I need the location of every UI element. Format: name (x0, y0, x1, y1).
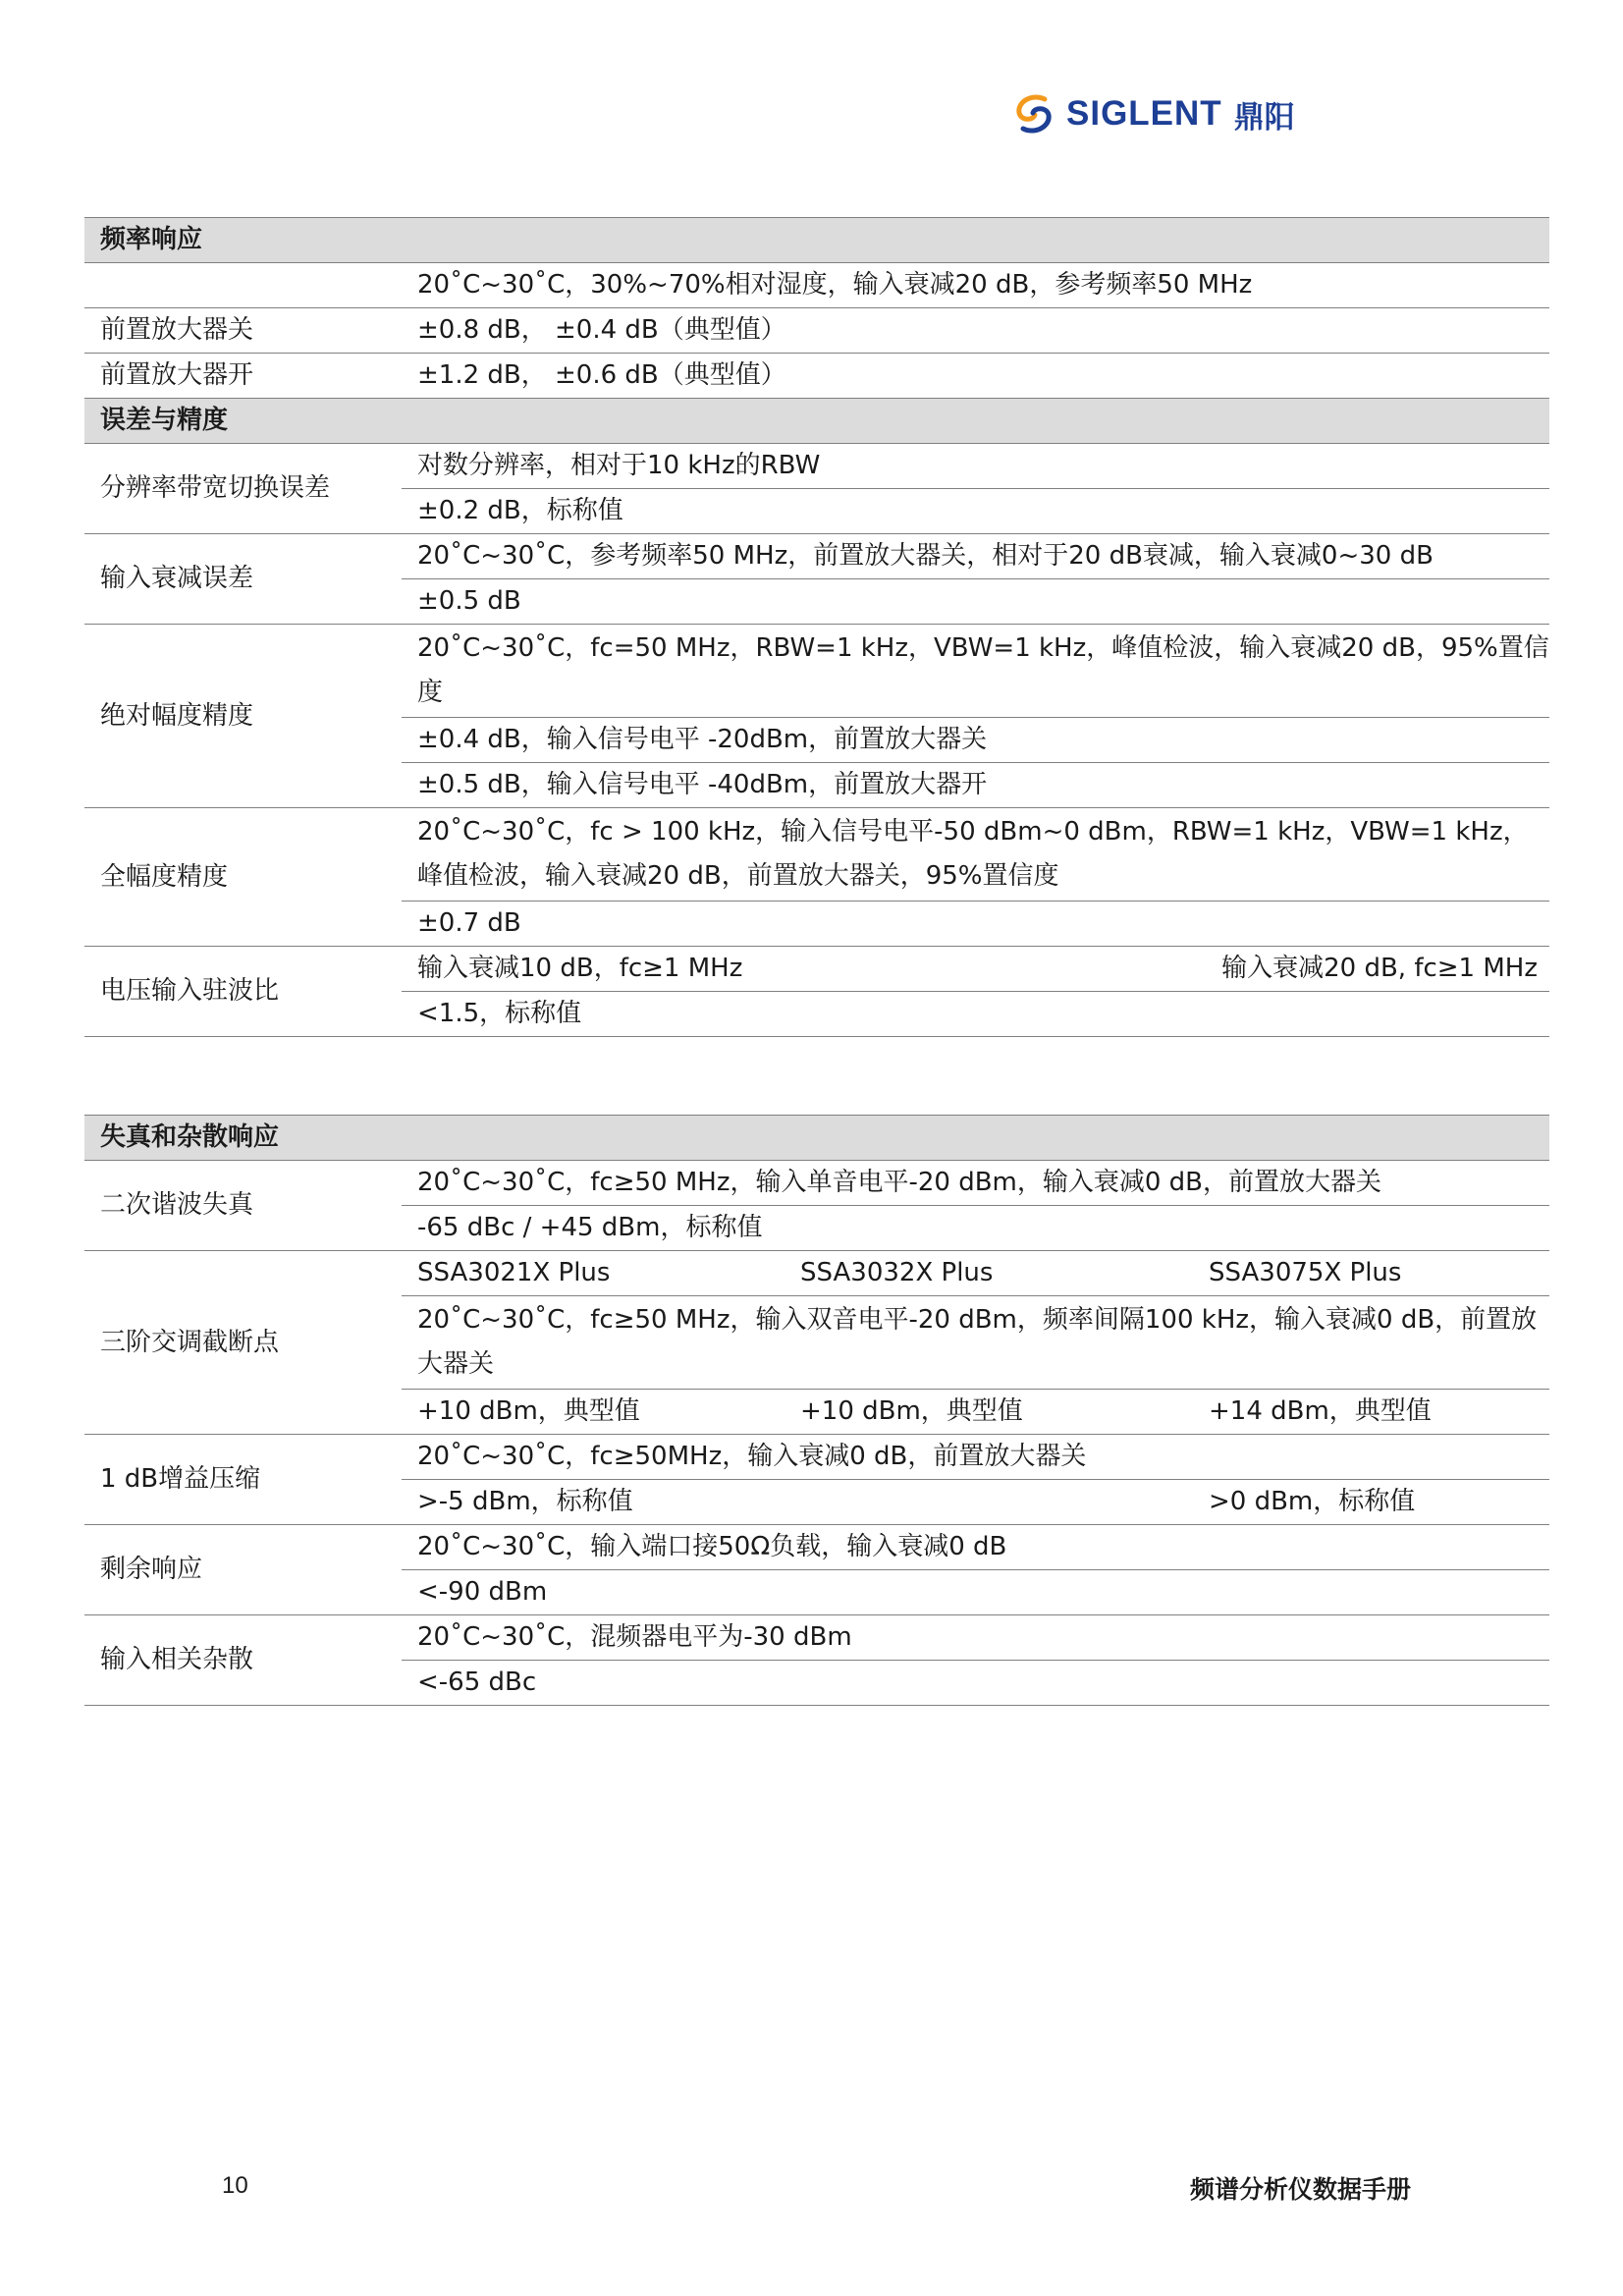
row-value: 20˚C~30˚C，fc≥50 MHz，输入双音电平-20 dBm，频率间隔100 kHz，输入衰减0 dB，前置放大器关 (402, 1296, 1549, 1390)
page-number: 10 (222, 2172, 248, 2199)
row-label: 全幅度精度 (84, 808, 402, 947)
row-value: <1.5，标称值 (402, 992, 1549, 1037)
p1db-value-left: >-5 dBm，标称值 (417, 1487, 633, 1516)
row-label: 输入衰减误差 (84, 534, 402, 625)
row-value: ±1.2 dB， ±0.6 dB（典型值） (402, 354, 1549, 399)
section-title: 频率响应 (84, 218, 1549, 263)
document-title: 频谱分析仪数据手册 (1190, 2175, 1412, 2204)
section-header-distortion (84, 1116, 1549, 1161)
table-row (84, 308, 1549, 354)
siglent-swirl-icon (1011, 91, 1056, 137)
row-label: 输入相关杂散 (84, 1615, 402, 1706)
table-row (84, 354, 1549, 399)
table-row (84, 1251, 1549, 1296)
table-row (84, 1615, 1549, 1661)
row-value: 20˚C~30˚C，输入端口接50Ω负载，输入衰减0 dB (402, 1525, 1549, 1570)
row-value: 20˚C~30˚C，fc≥50MHz，输入衰减0 dB，前置放大器关 (402, 1435, 1549, 1480)
row-value: ±0.5 dB (402, 579, 1549, 625)
row-value: 20˚C~30˚C，参考频率50 MHz，前置放大器关，相对于20 dB衰减，输入衰减0~30 dB (402, 534, 1549, 579)
table-row (84, 625, 1549, 718)
toi-value: +10 dBm，典型值 (800, 1396, 1023, 1426)
row-label: 1 dB增益压缩 (84, 1435, 402, 1525)
row-label: 剩余响应 (84, 1525, 402, 1615)
table-row (84, 1161, 1549, 1206)
row-label: 三阶交调截断点 (84, 1251, 402, 1435)
vswr-condition-left: 输入衰减10 dB，fc≥1 MHz (417, 954, 743, 983)
row-label: 分辨率带宽切换误差 (84, 444, 402, 534)
row-value: 20˚C~30˚C，fc=50 MHz，RBW=1 kHz，VBW=1 kHz，峰值检波，输入衰减20 dB，95%置信度 (402, 625, 1549, 718)
row-label: 前置放大器开 (84, 354, 402, 399)
spec-table-distortion (84, 1115, 1549, 1706)
model-name: SSA3021X Plus (417, 1258, 611, 1287)
p1db-value-right: >0 dBm，标称值 (1209, 1487, 1416, 1516)
row-label (84, 263, 402, 308)
row-value: ±0.2 dB，标称值 (402, 489, 1549, 534)
row-label: 电压输入驻波比 (84, 947, 402, 1037)
row-value: 20˚C~30˚C，fc > 100 kHz，输入信号电平-50 dBm~0 dBm，RBW=1 kHz，VBW=1 kHz，峰值检波，输入衰减20 dB，前置放大器关，95%置信度 (402, 808, 1549, 902)
spec-table-amplitude (84, 217, 1549, 1037)
row-value: ±0.8 dB， ±0.4 dB（典型值） (402, 308, 1549, 354)
table-row (84, 534, 1549, 579)
table-row (84, 808, 1549, 902)
row-value (402, 1480, 1549, 1525)
row-value: -65 dBc / +45 dBm，标称值 (402, 1206, 1549, 1251)
brand-name: SIGLENT (1066, 94, 1222, 133)
table-row (84, 263, 1549, 308)
section-title: 误差与精度 (84, 399, 1549, 444)
table-row (84, 947, 1549, 992)
row-value (402, 1251, 1549, 1296)
row-value: <-65 dBc (402, 1661, 1549, 1706)
row-label: 二次谐波失真 (84, 1161, 402, 1251)
row-value: ±0.7 dB (402, 902, 1549, 947)
table-row (84, 444, 1549, 489)
row-value (402, 947, 1549, 992)
row-value: 20˚C~30˚C，30%~70%相对湿度，输入衰减20 dB，参考频率50 MHz (402, 263, 1549, 308)
vswr-condition-right: 输入衰减20 dB, fc≥1 MHz (1221, 954, 1538, 983)
row-value: 20˚C~30˚C，混频器电平为-30 dBm (402, 1615, 1549, 1661)
section-header-error-accuracy (84, 399, 1549, 444)
row-value: <-90 dBm (402, 1570, 1549, 1615)
toi-value: +14 dBm，典型值 (1209, 1396, 1432, 1426)
row-value: 对数分辨率，相对于10 kHz的RBW (402, 444, 1549, 489)
row-label: 绝对幅度精度 (84, 625, 402, 808)
table-row (84, 1435, 1549, 1480)
p1db-spacer (800, 1480, 1209, 1524)
row-label: 前置放大器关 (84, 308, 402, 354)
section-header-freq-response (84, 218, 1549, 263)
row-value: ±0.4 dB，输入信号电平 -20dBm，前置放大器关 (402, 718, 1549, 763)
row-value: ±0.5 dB，输入信号电平 -40dBm，前置放大器开 (402, 763, 1549, 808)
row-value (402, 1390, 1549, 1435)
model-name: SSA3032X Plus (800, 1258, 994, 1287)
table-row (84, 1525, 1549, 1570)
siglent-logo (1011, 90, 1295, 137)
toi-value: +10 dBm，典型值 (417, 1396, 640, 1426)
row-value: 20˚C~30˚C，fc≥50 MHz，输入单音电平-20 dBm，输入衰减0 dB，前置放大器关 (402, 1161, 1549, 1206)
brand-name-cn: 鼎阳 (1233, 99, 1295, 136)
section-title: 失真和杂散响应 (84, 1116, 1549, 1161)
model-name: SSA3075X Plus (1209, 1258, 1402, 1287)
